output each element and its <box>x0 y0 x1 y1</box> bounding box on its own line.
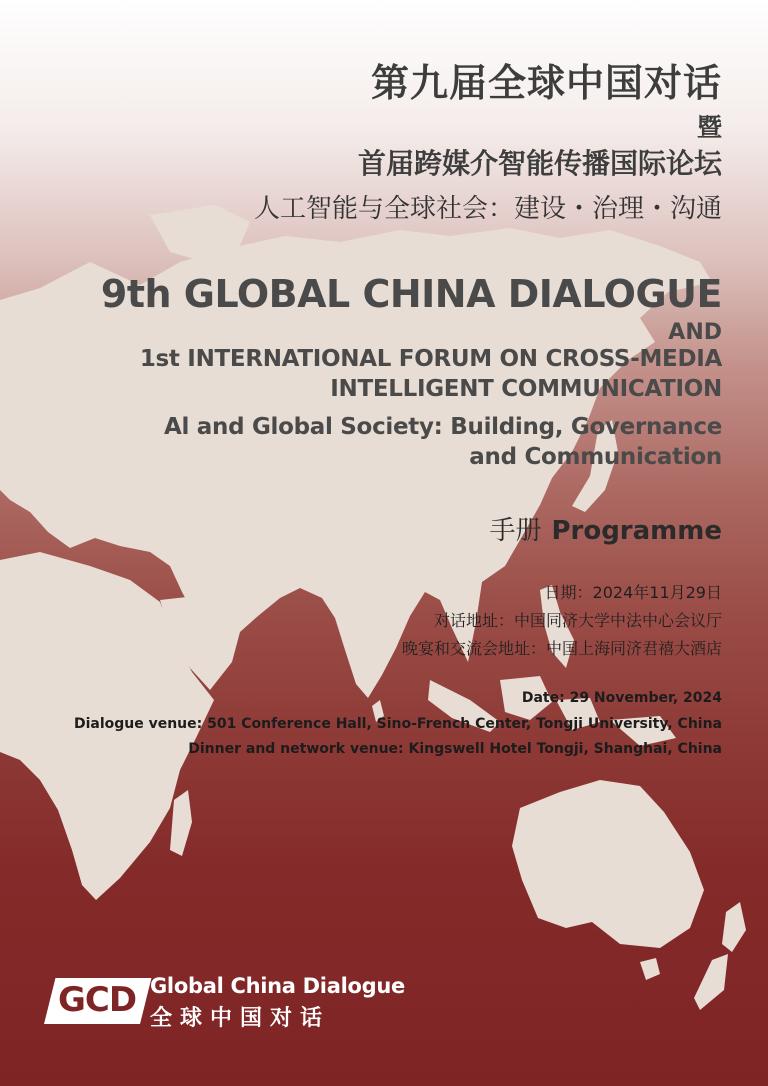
map-australia <box>512 780 704 948</box>
programme-heading-cn: 手册 <box>489 516 542 546</box>
map-indonesia <box>428 676 676 746</box>
english-theme-line1: Al and Global Society: Building, Governance <box>164 414 722 440</box>
programme-heading-en: Programme <box>551 516 722 546</box>
english-forum-title-line2: INTELLIGENT COMMUNICATION <box>330 376 722 402</box>
english-dialogue-venue: Dialogue venue: 501 Conference Hall, Sino-French Center, Tongji University, China <box>73 716 722 732</box>
english-forum-title-line1: 1st INTERNATIONAL FORUM ON CROSS-MEDIA <box>139 346 722 372</box>
english-date: Date: 29 November, 2024 <box>521 690 722 706</box>
english-theme-line2: and Communication <box>469 444 722 470</box>
gcd-logo-letters: GCD <box>57 980 137 1020</box>
chinese-dialogue-venue: 对话地址：中国同济大学中法中心会议厅 <box>433 611 722 630</box>
chinese-event-title: 第九届全球中国对话 <box>370 61 722 105</box>
english-event-title: 9th GLOBAL CHINA DIALOGUE <box>100 272 722 316</box>
chinese-theme: 人工智能与全球社会：建设・治理・沟通 <box>253 194 722 224</box>
chinese-and-connector: 暨 <box>696 113 722 142</box>
english-and-connector: AND <box>668 320 722 345</box>
english-dinner-venue: Dinner and network venue: Kingswell Hotel Tongji, Shanghai, China <box>188 741 722 757</box>
gcd-logo-name-cn: 全球中国对话 <box>150 1006 331 1031</box>
gcd-logo-name-en: Global China Dialogue <box>150 974 405 998</box>
map-madagascar <box>170 790 192 856</box>
chinese-date: 日期：2024年11月29日 <box>544 583 722 602</box>
chinese-dinner-venue: 晚宴和交流会地址：中国上海同济君禧大酒店 <box>401 639 722 658</box>
map-new-zealand <box>694 902 746 1010</box>
programme-heading <box>489 510 722 547</box>
gcd-logo <box>44 974 405 1031</box>
chinese-forum-title: 首届跨媒介智能传播国际论坛 <box>357 147 722 180</box>
map-tasmania <box>640 958 660 980</box>
